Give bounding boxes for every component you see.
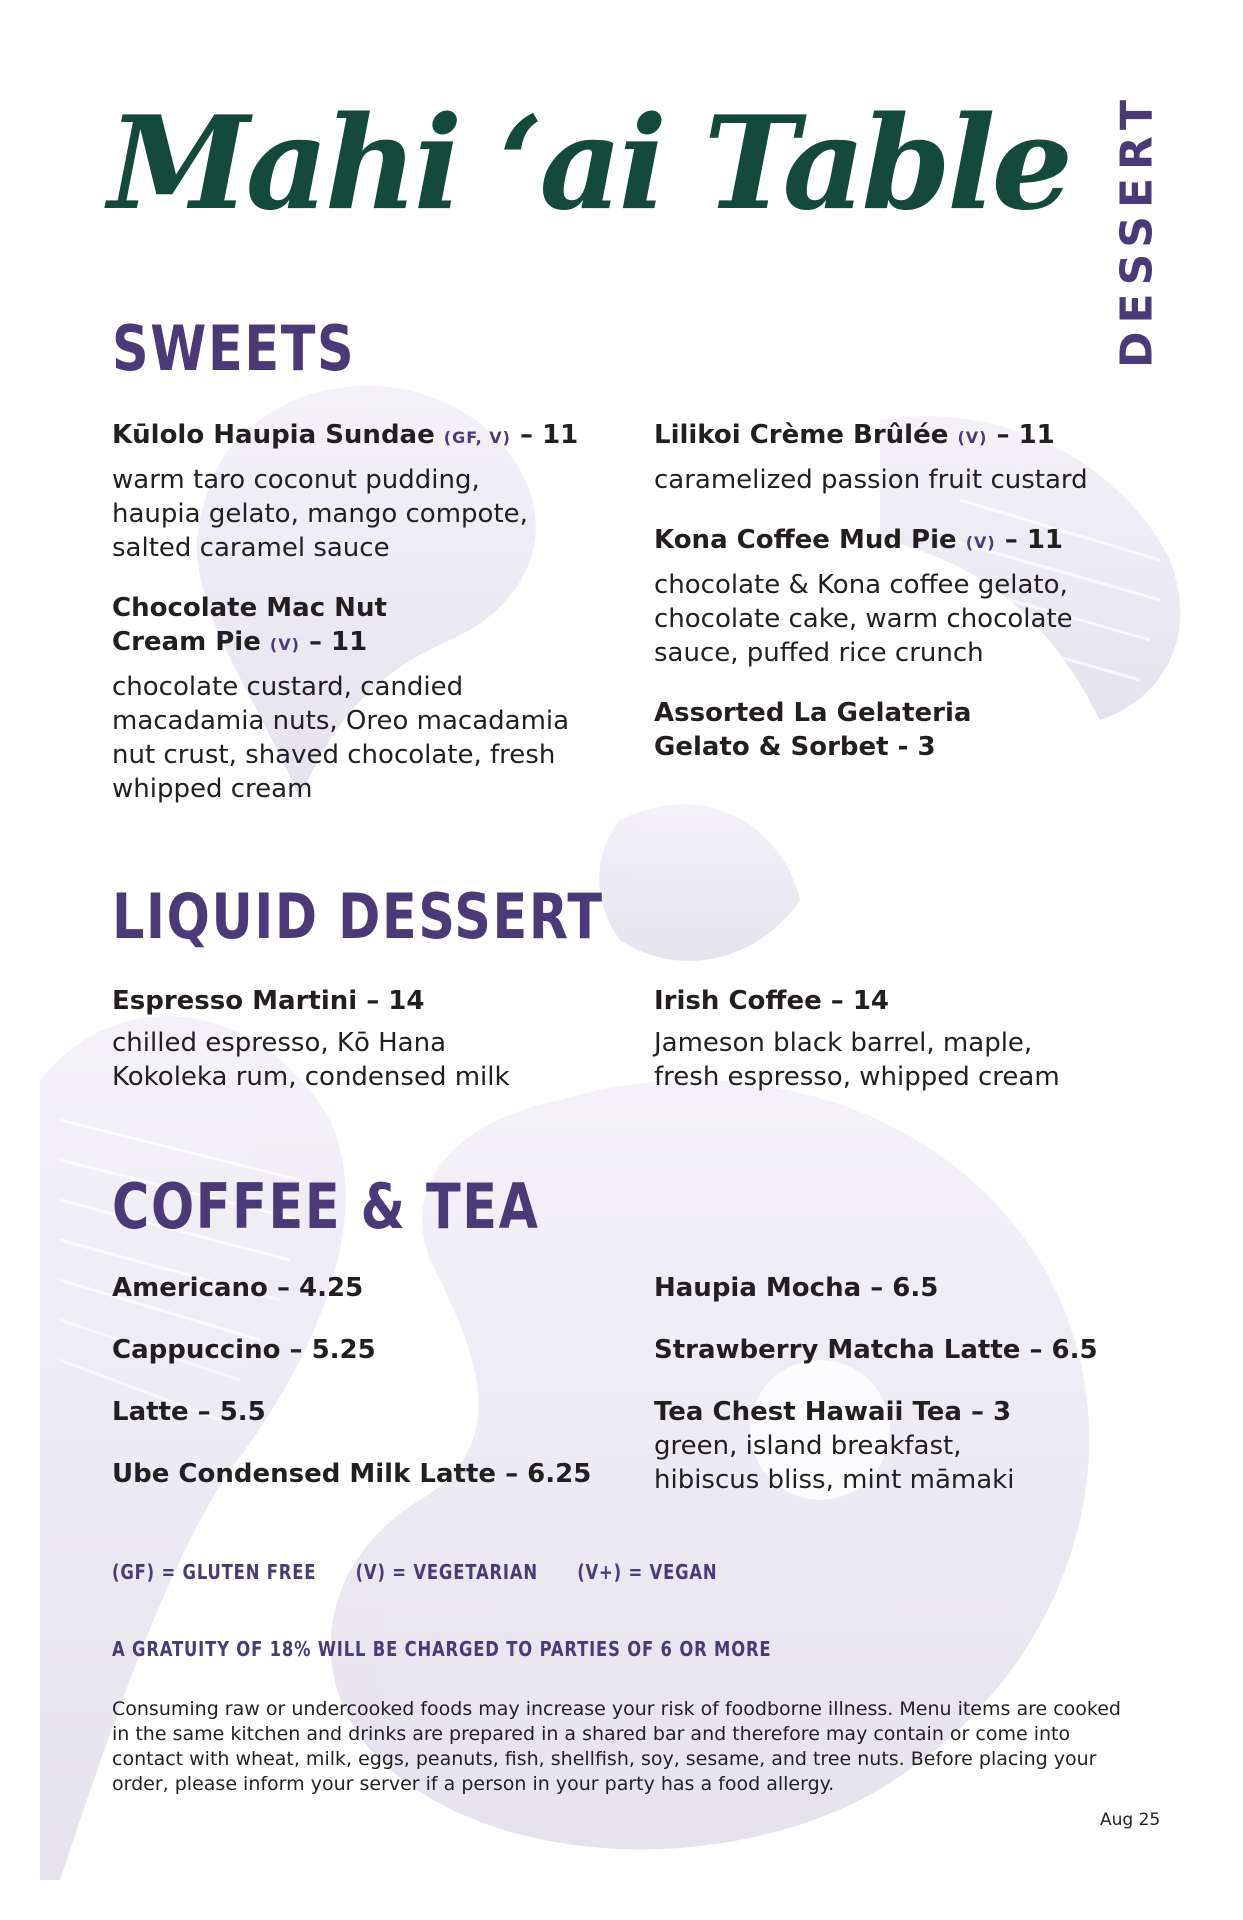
menu-item bbox=[654, 523, 1174, 670]
item-tag: (V) bbox=[269, 635, 300, 654]
side-label-container bbox=[1111, 92, 1163, 368]
menu-item bbox=[112, 1457, 612, 1491]
menu-item bbox=[112, 984, 612, 1094]
item-price: – 11 bbox=[308, 627, 368, 657]
item-price: – 11 bbox=[520, 420, 579, 450]
gratuity-notice: A GRATUITY OF 18% WILL BE CHARGED TO PARTIES OF 6 OR MORE bbox=[112, 1637, 772, 1661]
legend-gluten-free: (GF) = GLUTEN FREE bbox=[112, 1560, 317, 1584]
liquid-dessert-left-column bbox=[112, 984, 612, 1120]
item-title: Kūlolo Haupia Sundae bbox=[112, 420, 435, 450]
item-description: chocolate & Kona coffee gelato, chocolate cake, warm chocolate sauce, puffed rice crunch bbox=[654, 570, 1073, 668]
item-description: caramelized passion fruit custard bbox=[654, 465, 1088, 495]
liquid-dessert-right-column bbox=[654, 984, 1174, 1120]
item-name: Cappuccino – 5.25 bbox=[112, 1335, 376, 1365]
item-description: Jameson black barrel, maple, fresh espresso, whipped cream bbox=[654, 1028, 1060, 1092]
item-name: Assorted La Gelateria Gelato & Sorbet - 3 bbox=[654, 698, 972, 762]
menu-item bbox=[112, 1333, 612, 1367]
item-tag: (V) bbox=[957, 428, 988, 447]
item-price: – 11 bbox=[1004, 525, 1064, 555]
menu-item bbox=[112, 591, 612, 806]
sweets-left-column bbox=[112, 418, 612, 832]
coffee-tea-right-column bbox=[654, 1271, 1174, 1523]
item-price: – 11 bbox=[996, 420, 1055, 450]
item-name: Tea Chest Hawaii Tea – 3 bbox=[654, 1397, 1012, 1427]
item-name: Strawberry Matcha Latte – 6.5 bbox=[654, 1335, 1098, 1365]
item-name bbox=[654, 418, 1174, 455]
menu-item bbox=[112, 1395, 612, 1429]
item-name bbox=[112, 591, 412, 662]
item-name: Haupia Mocha – 6.5 bbox=[654, 1273, 939, 1303]
item-name: Irish Coffee – 14 bbox=[654, 986, 890, 1016]
restaurant-logo: Mahi ʻai Table bbox=[108, 89, 1070, 239]
legend-vegetarian: (V) = VEGETARIAN bbox=[355, 1560, 538, 1584]
item-name: Ube Condensed Milk Latte – 6.25 bbox=[112, 1459, 592, 1489]
liquid-dessert-heading: LIQUID DESSERT bbox=[112, 880, 604, 953]
item-description: warm taro coconut pudding, haupia gelato, mango compote, salted caramel sauce bbox=[112, 465, 528, 563]
sweets-right-column bbox=[654, 418, 1174, 790]
menu-item bbox=[654, 1333, 1174, 1367]
menu-item bbox=[654, 696, 1174, 764]
menu-date: Aug 25 bbox=[1100, 1810, 1161, 1830]
item-description: chocolate custard, candied macadamia nuts, Oreo macadamia nut crust, shaved chocolate, fresh whipped cream bbox=[112, 672, 570, 804]
item-title: Chocolate Mac Nut Cream Pie bbox=[112, 593, 387, 657]
menu-item bbox=[654, 1395, 1174, 1497]
menu-item bbox=[654, 984, 1174, 1094]
item-name bbox=[654, 523, 1174, 560]
coffee-tea-left-column bbox=[112, 1271, 612, 1517]
menu-item bbox=[654, 418, 1174, 497]
allergy-disclaimer: Consuming raw or undercooked foods may increase your risk of foodborne illness. Menu items are cooked in the same kitchen and drinks are prepared in a shared bar and therefore may contain or come into contact with wheat, milk, eggs, peanuts, fish, shellfish, soy, sesame, and tree nuts. Before placing your order, please inform your server if a person in your party has a food allergy. bbox=[112, 1698, 1121, 1795]
menu-item bbox=[112, 418, 612, 565]
item-tag: (V) bbox=[965, 533, 996, 552]
item-name: Americano – 4.25 bbox=[112, 1273, 364, 1303]
item-title: Kona Coffee Mud Pie bbox=[654, 525, 957, 555]
item-description: green, island breakfast, hibiscus bliss, mint māmaki bbox=[654, 1431, 1015, 1495]
dessert-side-label: DESSERT bbox=[1111, 92, 1163, 368]
menu-item bbox=[112, 1271, 612, 1305]
item-name bbox=[112, 418, 612, 455]
item-tag: (GF, V) bbox=[443, 428, 511, 447]
legend-vegan: (V+) = VEGAN bbox=[577, 1560, 718, 1584]
item-name: Latte – 5.5 bbox=[112, 1397, 266, 1427]
item-title: Lilikoi Crème Brûlée bbox=[654, 420, 949, 450]
coffee-tea-heading: COFFEE & TEA bbox=[112, 1170, 540, 1243]
menu-item bbox=[654, 1271, 1174, 1305]
item-name: Espresso Martini – 14 bbox=[112, 986, 425, 1016]
item-description: chilled espresso, Kō Hana Kokoleka rum, condensed milk bbox=[112, 1028, 510, 1092]
dietary-legend bbox=[112, 1560, 750, 1584]
sweets-heading: SWEETS bbox=[112, 312, 356, 385]
